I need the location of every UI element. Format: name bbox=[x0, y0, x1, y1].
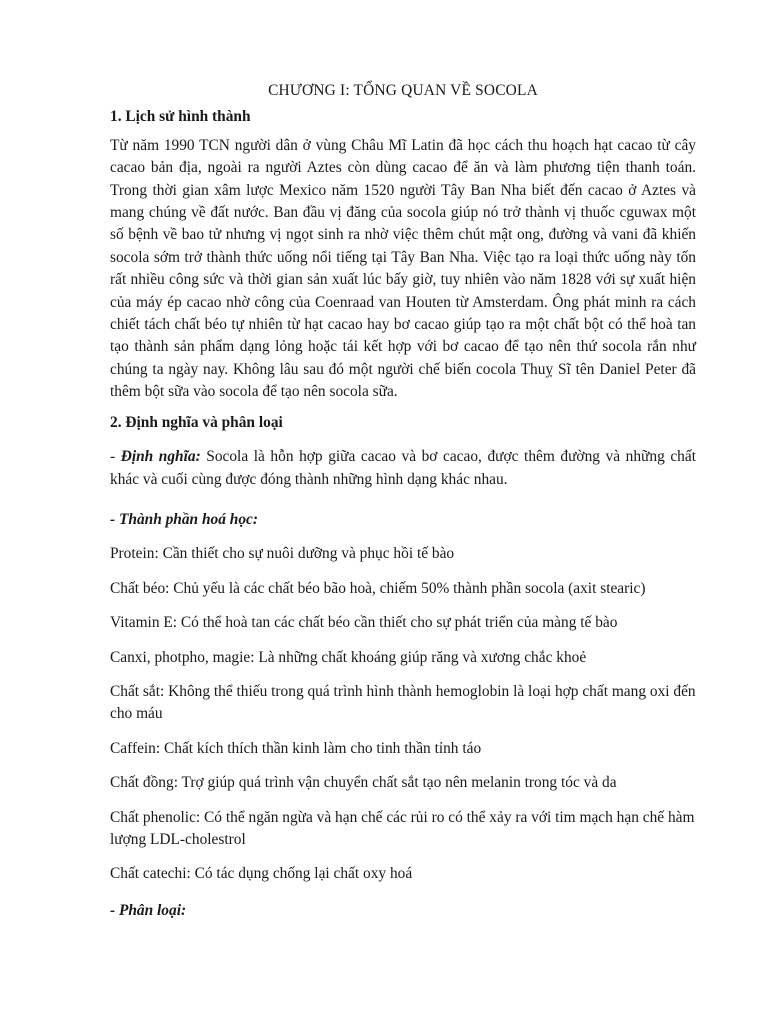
composition-item-copper: Chất đồng: Trợ giúp quá trình vận chuyển chất sắt tạo nên melanin trong tóc và da bbox=[110, 774, 617, 792]
composition-item-catechin: Chất catechi: Có tác dụng chống lại chất oxy hoá bbox=[110, 865, 413, 883]
definition-label: Định nghĩa: bbox=[120, 448, 201, 466]
composition-prefix: - bbox=[110, 510, 119, 528]
section-heading-definition: 2. Định nghĩa và phân loại bbox=[110, 413, 283, 431]
composition-heading bbox=[110, 509, 696, 531]
history-paragraph: Từ năm 1990 TCN người dân ở vùng Châu Mĩ Latin đã học cách thu hoạch hạt cacao từ cây cacao bản địa, ngoài ra người Aztes còn dùng cacao để ăn và làm phương tiện thanh toán. Trong thời gian xâm lược Mexico năm 1520 người Tây Ban Nha biết đến cacao ở Aztes và mang chúng về đất nước. Ban đầu vị đăng của socola giúp nó trở thành vị thuốc cguwax một số bệnh về bao tử nhưng vị ngọt sinh ra nhờ việc thêm chút mật ong, đường và vani đã khiến socola sớm trở thành thức uống nổi tiếng tại Tây Ban Nha. Việc tạo ra loại thức uống này tốn rất nhiều công sức và thời gian sản xuất lúc bấy giờ, tuy nhiên vào năm 1828 với sự xuất hiện của máy ép cacao nhờ công của Coenraad van Houten từ Amsterdam. Ông phát minh ra cách chiết tách chất béo tự nhiên từ hạt cacao hay bơ cacao giúp tạo ra một chất bột có thể hoà tan tạo thành sản phẩm dạng lỏng hoặc tái kết hợp với bơ cacao để tạo nên thứ socola rắn như chúng ta ngày nay. Không lâu sau đó một người chế biến cocola Thuỵ Sĩ tên Daniel Peter đã thêm bột sữa vào socola để tạo nên socola sữa. bbox=[110, 136, 696, 401]
chapter-title: CHƯƠNG I: TỔNG QUAN VỀ SOCOLA bbox=[268, 82, 538, 99]
definition-paragraph bbox=[110, 446, 696, 491]
composition-item-fat: Chất béo: Chủ yếu là các chất béo bão hoà, chiếm 50% thành phần socola (axit stearic) bbox=[110, 579, 646, 597]
definition-text: Socola là hỗn hợp giữa cacao và bơ cacao, được thêm đường và những chất khác và cuối cùng được đóng thành những hình dạng khác nhau. bbox=[110, 448, 696, 488]
document-page bbox=[110, 80, 696, 922]
composition-item-vitamin-e: Vitamin E: Có thể hoà tan các chất béo cần thiết cho sự phát triển của màng tế bào bbox=[110, 614, 618, 632]
composition-item-caffeine: Caffein: Chất kích thích thần kinh làm cho tinh thần tỉnh táo bbox=[110, 739, 482, 757]
classification-heading: - Phân loại: bbox=[110, 901, 187, 919]
composition-label: Thành phần hoá học: bbox=[118, 510, 258, 528]
composition-item-phenolic: Chất phenolic: Có thể ngăn ngừa và hạn chế các rủi ro có thể xảy ra với tim mạch hạn chế hàm lượng LDL-cholestrol bbox=[110, 808, 695, 848]
composition-item-minerals: Canxi, photpho, magie: Là những chất khoáng giúp răng và xương chắc khoẻ bbox=[110, 648, 587, 666]
composition-item-iron: Chất sắt: Không thể thiếu trong quá trình hình thành hemoglobin là loại hợp chất mang oxi đến cho máu bbox=[110, 682, 696, 723]
composition-item-protein: Protein: Cần thiết cho sự nuôi dưỡng và phục hồi tế bào bbox=[110, 545, 455, 563]
section-heading-history: 1. Lịch sử hình thành bbox=[110, 108, 251, 126]
definition-prefix: - bbox=[110, 448, 121, 466]
